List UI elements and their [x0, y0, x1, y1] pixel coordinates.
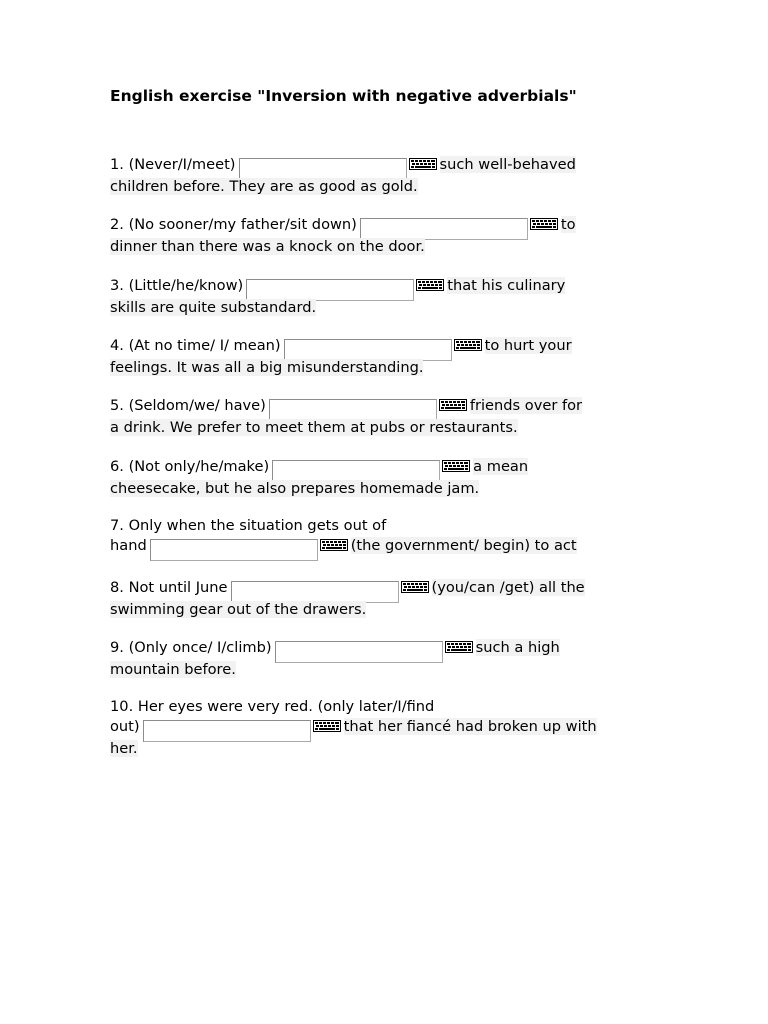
exercise-line [110, 601, 585, 619]
exercise-text-line0: 10. Her eyes were very red. (only later/I/find [110, 698, 435, 715]
exercise-prompt: hand [110, 537, 147, 554]
exercise-line [110, 579, 585, 601]
exercise-prompt: 3. (Little/he/know) [110, 277, 244, 294]
exercise-text-after: a mean [473, 458, 529, 475]
answer-input[interactable] [269, 399, 437, 421]
exercise-text-after: that her fiancé had broken up with [343, 718, 597, 735]
exercise-text-line2: children before. They are as good as gold. [110, 178, 418, 195]
answer-input[interactable] [284, 339, 452, 361]
keyboard-icon[interactable] [416, 279, 444, 291]
exercise-prompt: 1. (Never/I/meet) [110, 156, 236, 173]
exercise-line [110, 359, 572, 377]
exercise-line [110, 216, 576, 238]
exercise-line [110, 299, 565, 317]
exercise-item [110, 156, 576, 196]
exercise-item [110, 216, 576, 256]
exercise-text-after: to [560, 216, 576, 233]
exercise-line [110, 397, 582, 419]
keyboard-icon[interactable] [320, 539, 348, 551]
exercise-text-line2: a drink. We prefer to meet them at pubs or restaurants. [110, 419, 518, 436]
exercise-line [110, 698, 597, 718]
exercise-line [110, 537, 577, 559]
exercise-line [110, 178, 576, 196]
keyboard-icon[interactable] [313, 720, 341, 732]
exercise-text-line2: mountain before. [110, 661, 236, 678]
keyboard-icon[interactable] [401, 581, 429, 593]
answer-input[interactable] [143, 720, 311, 742]
exercise-item [110, 517, 577, 559]
exercise-line [110, 156, 576, 178]
keyboard-icon[interactable] [454, 339, 482, 351]
keyboard-icon[interactable] [530, 218, 558, 230]
exercise-line [110, 337, 572, 359]
exercise-text-line2: skills are quite substandard. [110, 299, 317, 316]
answer-input[interactable] [231, 581, 399, 603]
answer-input[interactable] [272, 460, 440, 482]
answer-input[interactable] [246, 279, 414, 301]
exercise-line [110, 419, 582, 437]
exercise-text-after: (you/can /get) all the [431, 579, 585, 596]
exercise-text-line2: cheesecake, but he also prepares homemade jam. [110, 480, 480, 497]
exercise-line [110, 238, 576, 256]
exercise-line [110, 661, 560, 679]
exercise-text-line2: feelings. It was all a big misunderstanding. [110, 359, 424, 376]
exercise-prompt: 4. (At no time/ I/ mean) [110, 337, 281, 354]
answer-input[interactable] [360, 218, 528, 240]
exercise-prompt: 8. Not until June [110, 579, 228, 596]
keyboard-icon[interactable] [442, 460, 470, 472]
keyboard-icon[interactable] [445, 641, 473, 653]
exercise-text-after: to hurt your [484, 337, 572, 354]
exercise-line [110, 718, 597, 740]
exercise-line [110, 740, 597, 758]
exercise-line [110, 517, 577, 537]
exercise-text-line2: her. [110, 740, 138, 757]
exercise-line [110, 277, 565, 299]
answer-input[interactable] [275, 641, 443, 663]
keyboard-icon[interactable] [439, 399, 467, 411]
exercise-text-after: (the government/ begin) to act [350, 537, 577, 554]
exercise-text-after: friends over for [469, 397, 583, 414]
exercise-line [110, 480, 528, 498]
exercise-prompt: 2. (No sooner/my father/sit down) [110, 216, 357, 233]
exercise-item [110, 337, 572, 377]
exercise-text-line2: dinner than there was a knock on the door. [110, 238, 425, 255]
exercise-prompt: 6. (Not only/he/make) [110, 458, 270, 475]
exercise-text-line0: 7. Only when the situation gets out of [110, 517, 387, 534]
exercise-item [110, 458, 528, 498]
exercise-text-after: such a high [475, 639, 560, 656]
exercise-item [110, 397, 582, 437]
exercise-prompt: 9. (Only once/ I/climb) [110, 639, 272, 656]
page-title: English exercise "Inversion with negative adverbials" [110, 87, 577, 105]
exercise-item [110, 698, 597, 758]
exercise-line [110, 639, 560, 661]
exercise-text-line2: swimming gear out of the drawers. [110, 601, 367, 618]
exercise-item [110, 277, 565, 317]
exercise-item [110, 579, 585, 619]
answer-input[interactable] [239, 158, 407, 180]
exercise-text-after: that his culinary [447, 277, 566, 294]
exercise-prompt: 5. (Seldom/we/ have) [110, 397, 266, 414]
exercise-prompt: out) [110, 718, 140, 735]
keyboard-icon[interactable] [409, 158, 437, 170]
exercise-item [110, 639, 560, 679]
exercise-line [110, 458, 528, 480]
exercise-text-after: such well-behaved [439, 156, 576, 173]
answer-input[interactable] [150, 539, 318, 561]
